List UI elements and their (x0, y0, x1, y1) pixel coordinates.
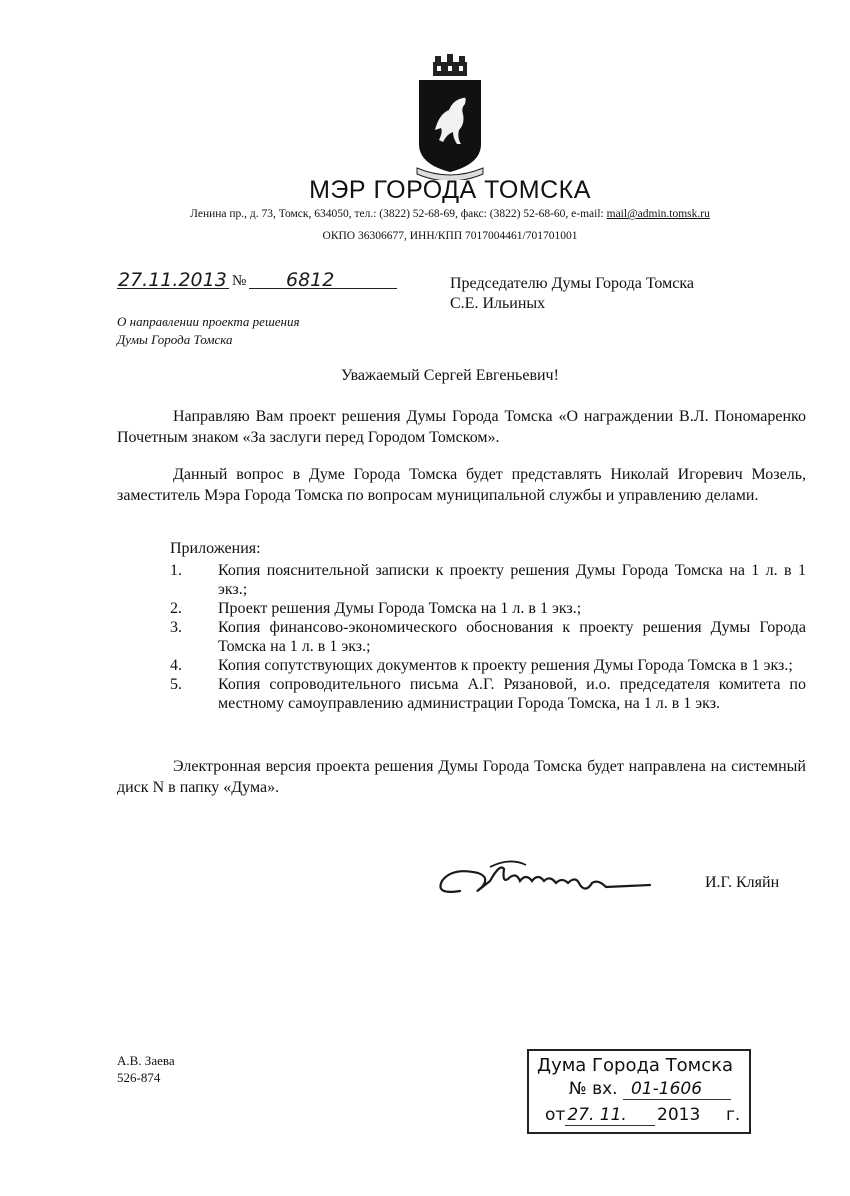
executor-info (117, 1052, 175, 1086)
attachment-number: 5. (170, 676, 182, 693)
attachment-number: 3. (170, 619, 182, 636)
stamp-number-row (569, 1079, 731, 1100)
handwritten-signature-icon (430, 853, 660, 908)
attachment-item (170, 656, 806, 675)
number-sign: № (232, 273, 247, 289)
subject-note (117, 313, 300, 349)
address-text: Ленина пр., д. 73, Томск, 634050, тел.: (3822) 52-68-69, факс: (3822) 52-68-60, e-mail: (190, 208, 607, 220)
stamp-year-suffix: г. (726, 1105, 741, 1125)
body-paragraph-2: Данный вопрос в Думе Города Томска будет представлять Николай Игоревич Мозель, заместитель Мэра Города Томска по вопросам муниципальной службы и управлению делами. (117, 466, 806, 504)
attachment-item (170, 675, 806, 713)
handwritten-date: 27.11.2013 (118, 269, 227, 291)
number-underline (249, 287, 397, 289)
letterhead-title: МЭР ГОРОДА ТОМСКА (309, 176, 591, 204)
attachments-heading: Приложения: (170, 540, 261, 557)
stamp-date-row (545, 1105, 655, 1126)
registration-stamp (527, 1049, 751, 1134)
attachment-text: Копия сопутствующих документов к проекту решения Думы Города Томска в 1 экз.; (218, 657, 793, 674)
attachment-text: Проект решения Думы Города Томска на 1 л. в 1 экз.; (218, 600, 582, 617)
attachment-text: Копия пояснительной записки к проекту решения Думы Города Томска на 1 л. в 1 экз.; (218, 562, 806, 598)
executor-phone: 526-874 (117, 1070, 161, 1085)
letterhead-okpo: ОКПО 36306677, ИНН/КПП 7017004461/701701001 (322, 230, 578, 242)
stamp-number-label: № вх. (569, 1079, 618, 1099)
letterhead-address (0, 208, 850, 220)
stamp-number-value: 01-1606 (623, 1079, 731, 1100)
stamp-title: Дума Города Томска (537, 1055, 734, 1076)
attachment-number: 4. (170, 657, 182, 674)
attachment-item (170, 599, 806, 618)
recipient-block (450, 274, 694, 314)
city-coat-of-arms-icon (413, 52, 487, 180)
subject-line-1: О направлении проекта решения (117, 314, 300, 329)
attachment-item (170, 561, 806, 599)
attachments-list (170, 561, 806, 713)
salutation: Уважаемый Сергей Евгеньевич! (341, 367, 559, 384)
body-paragraph-3: Электронная версия проекта решения Думы Города Томска будет направлена на системный диск N в папку «Дума». (117, 758, 806, 796)
attachment-text: Копия финансово-экономического обоснования к проекту решения Думы Города Томска на 1 л. в 1 экз.; (218, 619, 806, 655)
executor-name: А.В. Заева (117, 1053, 175, 1068)
stamp-date-value: 27. 11. (565, 1105, 655, 1126)
email-link[interactable]: mail@admin.tomsk.ru (606, 208, 710, 220)
recipient-line-1: Председателю Думы Города Томска (450, 275, 694, 292)
handwritten-number: 6812 (286, 269, 335, 291)
signer-name: И.Г. Кляйн (705, 874, 780, 891)
attachment-item (170, 618, 806, 656)
subject-line-2: Думы Города Томска (117, 332, 233, 347)
attachment-text: Копия сопроводительного письма А.Г. Рязановой, и.о. председателя комитета по местному самоуправлению администрации Города Томска, на 1 л. в 1 экз. (218, 676, 806, 712)
stamp-year: 2013 (657, 1105, 701, 1125)
body-paragraph-1: Направляю Вам проект решения Думы Города Томска «О награждении В.Л. Пономаренко Почетным знаком «За заслуги перед Городом Томском». (117, 408, 806, 446)
date-underline (117, 287, 229, 289)
attachment-number: 1. (170, 562, 182, 579)
attachment-number: 2. (170, 600, 182, 617)
recipient-line-2: С.Е. Ильиных (450, 295, 546, 312)
stamp-date-label: от (545, 1105, 566, 1125)
